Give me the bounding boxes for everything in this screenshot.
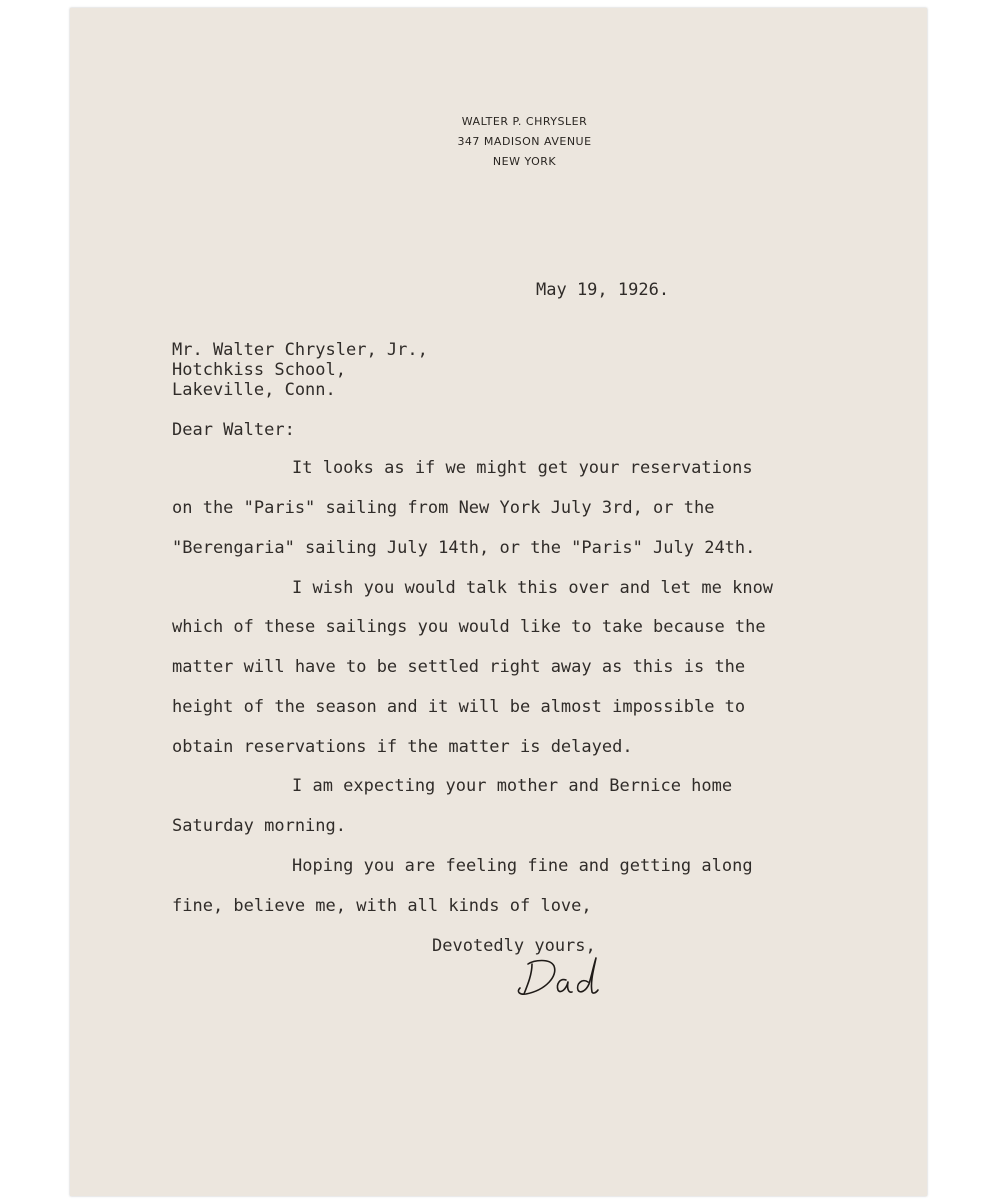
letter-paper	[70, 8, 927, 1196]
closing: Devotedly yours,	[432, 936, 596, 956]
paragraph-1-line-3: "Berengaria" sailing July 14th, or the "Paris" July 24th.	[172, 538, 756, 558]
paragraph-4-line-2: fine, believe me, with all kinds of love,	[172, 896, 592, 916]
letter-date: May 19, 1926.	[536, 280, 670, 300]
letterhead-city: NEW YORK	[492, 155, 557, 168]
paragraph-4-line-1: Hoping you are feeling fine and getting along	[292, 856, 753, 876]
letterhead-name: WALTER P. CHRYSLER	[461, 115, 588, 128]
paragraph-2-line-3: matter will have to be settled right away as this is the	[172, 657, 746, 677]
paragraph-1-line-1: It looks as if we might get your reservations	[292, 458, 753, 478]
paragraph-2-line-1: I wish you would talk this over and let me know	[292, 578, 774, 598]
letterhead	[70, 112, 927, 172]
salutation: Dear Walter:	[172, 420, 295, 440]
paragraph-1-line-2: on the "Paris" sailing from New York July 3rd, or the	[172, 498, 715, 518]
paragraph-3-line-2: Saturday morning.	[172, 816, 346, 836]
paragraph-3-line-1: I am expecting your mother and Bernice home	[292, 776, 733, 796]
paragraph-2-line-4: height of the season and it will be almost impossible to	[172, 697, 746, 717]
paragraph-2-line-2: which of these sailings you would like to take because the	[172, 617, 766, 637]
recipient-line-1: Mr. Walter Chrysler, Jr.,	[172, 340, 428, 360]
recipient-line-2: Hotchkiss School,	[172, 360, 346, 380]
paragraph-2-line-5: obtain reservations if the matter is delayed.	[172, 737, 633, 757]
recipient-line-3: Lakeville, Conn.	[172, 380, 336, 400]
signature-dad	[510, 950, 610, 1010]
letterhead-street: 347 MADISON AVENUE	[457, 135, 592, 148]
